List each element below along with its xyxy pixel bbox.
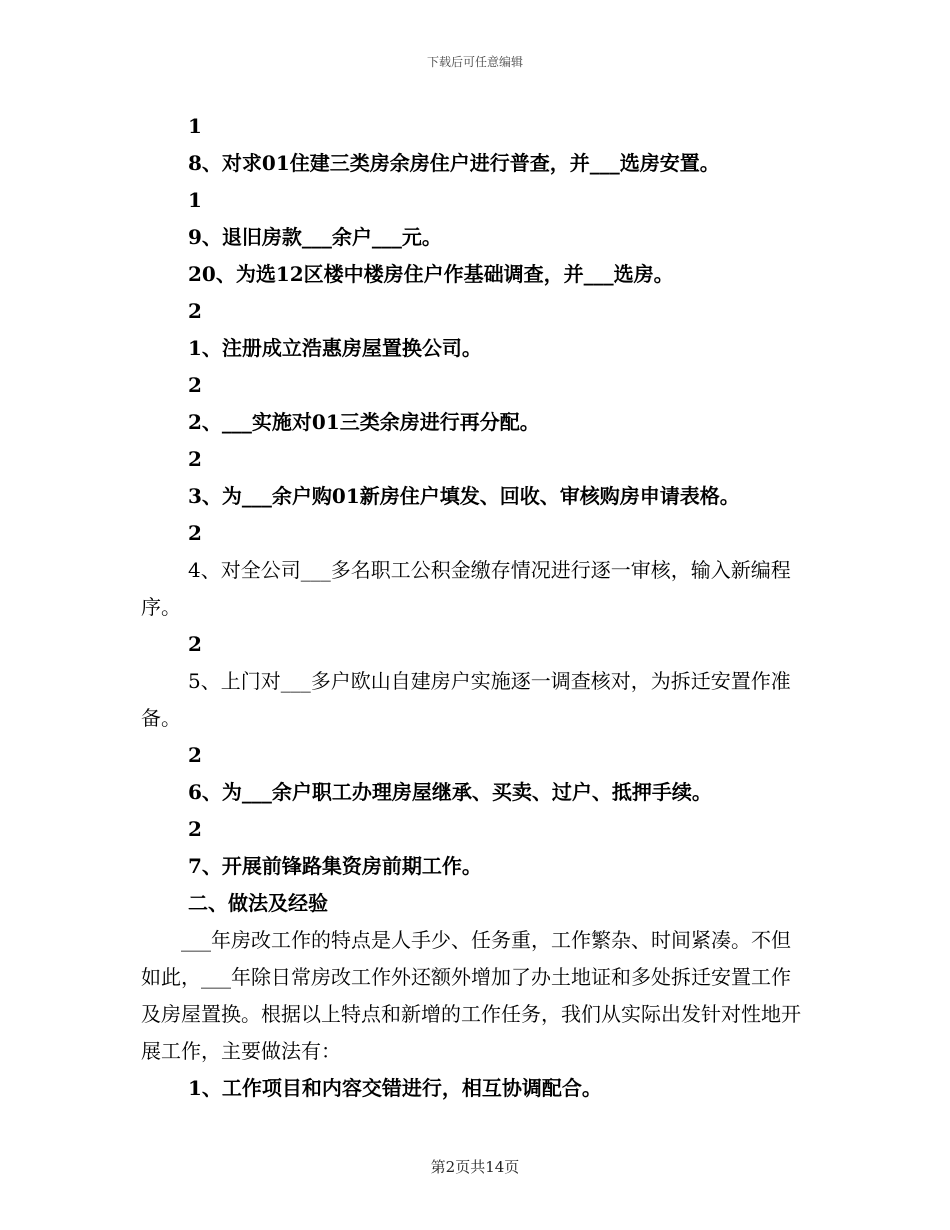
list-item: 8、对求01住建三类房余房住户进行普查，并___选房安置。 [188,151,720,175]
section-number: 2 [188,817,202,841]
list-item: 9、退旧房款___余户___元。 [188,225,442,249]
list-item: 7、开展前锋路集资房前期工作。 [188,854,482,878]
body-paragraph: ___年房改工作的特点是人手少、任务重，工作繁杂、时间紧凑。不但如此，___年除日常房改工作外还额外增加了办土地证和多处拆迁安置工作及房屋置换。根据以上特点和新增的工作任务，我们从实际出发针对性地开展工作，主要做法有： [141,928,801,1063]
section-number: 1 [188,114,202,138]
list-item: 1、工作项目和内容交错进行，相互协调配合。 [188,1076,602,1100]
section-number: 2 [188,743,202,767]
list-item: 20、为选12区楼中楼房住户作基础调查，并___选房。 [188,262,674,286]
document-body [141,108,809,1107]
list-item: 2、___实施对01三类余房进行再分配。 [188,410,540,434]
list-item: 3、为___余户购01新房住户填发、回收、审核购房申请表格。 [188,484,740,508]
page-footer: 第2页共14页 [430,1158,520,1176]
section-number: 2 [188,521,202,545]
section-number: 1 [188,188,202,212]
section-number: 2 [188,632,202,656]
body-paragraph: 4、对全公司___多名职工公积金缴存情况进行逐一审核，输入新编程序。 [141,558,791,619]
body-paragraph: 5、上门对___多户欧山自建房户实施逐一调查核对，为拆迁安置作准备。 [141,669,791,730]
page-header: 下载后可任意编辑 [426,55,523,69]
list-item: 1、注册成立浩惠房屋置换公司。 [188,336,482,360]
list-item: 6、为___余户职工办理房屋继承、买卖、过户、抵押手续。 [188,780,712,804]
section-number: 2 [188,299,202,323]
section-number: 2 [188,373,202,397]
section-number: 2 [188,447,202,471]
list-item: 二、做法及经验 [188,891,328,915]
